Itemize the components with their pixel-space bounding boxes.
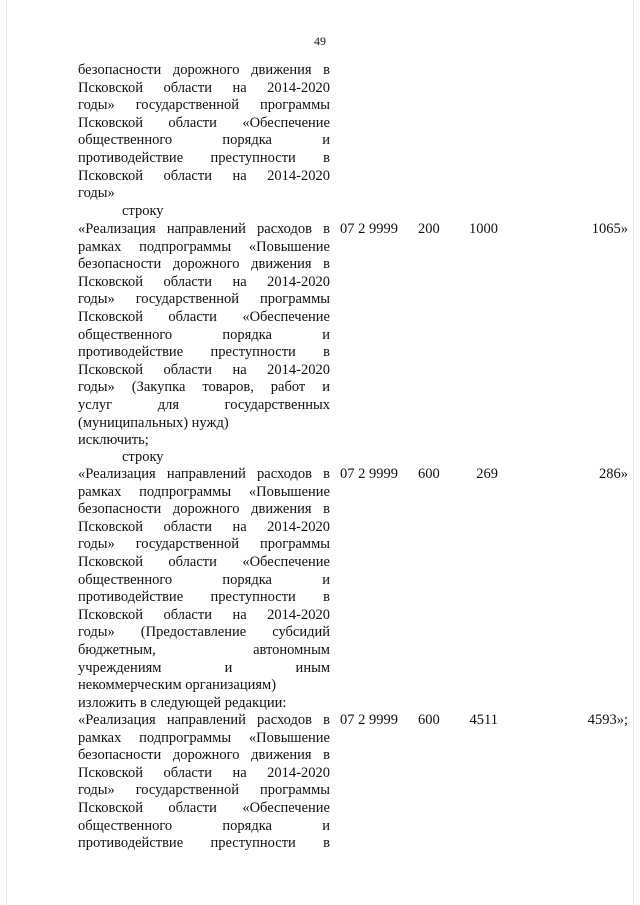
continuation-text <box>78 62 330 203</box>
text-line: безопасности дорожного движения в <box>78 62 330 78</box>
text-line: противодействие преступности в <box>78 835 330 852</box>
text-line: годы» (Предоставление субсидий <box>78 624 330 641</box>
scan-edge <box>6 0 7 905</box>
target-code: 07 2 9999 <box>340 466 398 482</box>
amount-first: 269 <box>476 466 498 482</box>
text-line: «Реализация направлений расходов в <box>78 712 330 728</box>
text-line: рамках подпрограммы «Повышение <box>78 483 330 500</box>
amount-second: 1065» <box>591 221 628 237</box>
text-line: общественного порядка и <box>78 817 330 834</box>
instruction-text-col <box>78 449 330 467</box>
amount-second: 4593»; <box>587 712 628 728</box>
expense-type: 600 <box>418 466 440 482</box>
text-line: годы» государственной программы <box>78 536 330 553</box>
text-line: «Реализация направлений расходов в <box>78 466 330 482</box>
text-line: противодействие преступности в <box>78 344 330 361</box>
row-description <box>78 712 330 853</box>
row-description <box>78 466 330 695</box>
text-line: противодействие преступности в <box>78 589 330 606</box>
text-line: безопасности дорожного движения в <box>78 501 330 518</box>
instruction-stroku: строку <box>122 203 164 219</box>
target-code: 07 2 9999 <box>340 712 398 728</box>
text-line: Псковской области на 2014-2020 <box>78 167 330 184</box>
text-line: Псковской области на 2014-2020 <box>78 606 330 623</box>
text-line: Псковской области «Обеспечение <box>78 553 330 570</box>
target-code: 07 2 9999 <box>340 221 398 237</box>
text-line: годы» (Закупка товаров, работ и <box>78 379 330 396</box>
expense-type: 200 <box>418 221 440 237</box>
text-line: общественного порядка и <box>78 132 330 149</box>
text-line: рамках подпрограммы «Повышение <box>78 238 330 255</box>
scan-edge <box>633 0 634 905</box>
instruction-text-col <box>78 432 330 450</box>
text-line: Псковской области на 2014-2020 <box>78 273 330 290</box>
amount-first: 4511 <box>469 712 498 728</box>
text-line: Псковской области на 2014-2020 <box>78 79 330 96</box>
text-line: Псковской области «Обеспечение <box>78 799 330 816</box>
instruction-stroku: строку <box>122 449 164 465</box>
instruction-text-col <box>78 695 330 713</box>
instruction-restate: изложить в следующей редакции: <box>78 695 287 711</box>
amount-first: 1000 <box>469 221 498 237</box>
text-line: некоммерческим организациям) <box>78 677 277 694</box>
text-line: годы» <box>78 185 115 202</box>
text-line: годы» государственной программы <box>78 291 330 308</box>
text-line: безопасности дорожного движения в <box>78 256 330 273</box>
text-line: бюджетным, автономным <box>78 641 330 658</box>
text-line: Псковской области на 2014-2020 <box>78 764 330 781</box>
instruction-exclude: исключить; <box>78 432 149 448</box>
text-line: Псковской области на 2014-2020 <box>78 518 330 535</box>
text-line: Псковской области «Обеспечение <box>78 114 330 131</box>
instruction-text-col <box>78 203 330 221</box>
text-line: учреждениям и иным <box>78 659 330 676</box>
text-line: общественного порядка и <box>78 326 330 343</box>
row-description <box>78 221 330 432</box>
text-line: услуг для государственных <box>78 396 330 413</box>
text-line: годы» государственной программы <box>78 782 330 799</box>
page-number: 49 <box>314 34 326 48</box>
text-line: рамках подпрограммы «Повышение <box>78 729 330 746</box>
text-line: «Реализация направлений расходов в <box>78 221 330 237</box>
text-line: годы» государственной программы <box>78 97 330 114</box>
text-line: Псковской области «Обеспечение <box>78 308 330 325</box>
text-line: безопасности дорожного движения в <box>78 747 330 764</box>
text-line: общественного порядка и <box>78 571 330 588</box>
text-line: противодействие преступности в <box>78 149 330 166</box>
amount-second: 286» <box>599 466 628 482</box>
text-line: (муниципальных) нужд) <box>78 414 229 431</box>
expense-type: 600 <box>418 712 440 728</box>
text-line: Псковской области на 2014-2020 <box>78 361 330 378</box>
